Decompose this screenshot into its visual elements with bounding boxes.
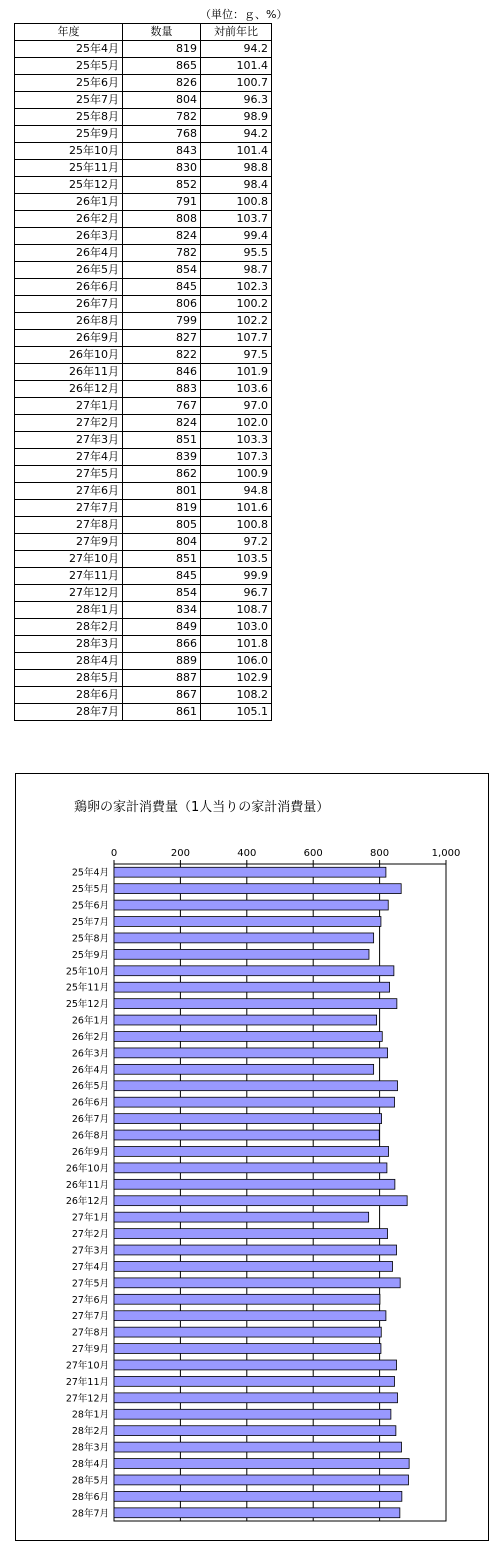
quantity-cell: 819 (123, 500, 201, 517)
year-cell: 28年1月 (15, 602, 123, 619)
category-label: 25年4月 (71, 867, 109, 879)
quantity-cell: 834 (123, 602, 201, 619)
yoy-ratio-cell: 108.7 (201, 602, 272, 619)
x-tick-label: 200 (170, 848, 190, 859)
quantity-cell: 806 (123, 296, 201, 313)
yoy-ratio-cell: 103.0 (201, 619, 272, 636)
quantity-cell: 862 (123, 466, 201, 483)
year-cell: 27年11月 (15, 568, 123, 585)
year-cell: 28年3月 (15, 636, 123, 653)
quantity-cell: 826 (123, 75, 201, 92)
bar (114, 1114, 382, 1124)
bar (114, 1064, 374, 1074)
year-cell: 26年4月 (15, 245, 123, 262)
quantity-cell: 866 (123, 636, 201, 653)
year-cell: 27年8月 (15, 517, 123, 534)
x-tick-layer (111, 848, 461, 864)
year-cell: 25年5月 (15, 58, 123, 75)
year-cell: 28年5月 (15, 670, 123, 687)
table-row (15, 330, 272, 347)
category-label: 25年7月 (71, 916, 109, 928)
category-label: 26年5月 (71, 1081, 109, 1093)
table-row (15, 432, 272, 449)
table-row (15, 143, 272, 160)
category-label: 26年1月 (71, 1015, 109, 1027)
year-cell: 27年10月 (15, 551, 123, 568)
category-label: 27年3月 (71, 1245, 109, 1257)
yoy-ratio-cell: 103.5 (201, 551, 272, 568)
year-cell: 25年4月 (15, 41, 123, 58)
table-row (15, 58, 272, 75)
category-label: 26年7月 (71, 1114, 109, 1126)
quantity-cell: 861 (123, 704, 201, 721)
table-row (15, 262, 272, 279)
bar (114, 1393, 398, 1403)
yoy-ratio-cell: 102.2 (201, 313, 272, 330)
yoy-ratio-cell: 97.2 (201, 534, 272, 551)
quantity-cell: 867 (123, 687, 201, 704)
category-label: 28年7月 (71, 1508, 109, 1520)
yoy-ratio-cell: 98.8 (201, 160, 272, 177)
yoy-ratio-cell: 97.5 (201, 347, 272, 364)
chart-title: 鶏卵の家計消費量（1人当りの家計消費量） (74, 800, 330, 815)
yoy-ratio-cell: 101.4 (201, 58, 272, 75)
year-cell: 26年3月 (15, 228, 123, 245)
year-cell: 26年7月 (15, 296, 123, 313)
table-row (15, 211, 272, 228)
year-cell: 25年10月 (15, 143, 123, 160)
category-label: 27年1月 (71, 1212, 109, 1224)
consumption-bar-chart (16, 774, 488, 1540)
quantity-cell: 824 (123, 415, 201, 432)
bar (114, 982, 390, 992)
table-row (15, 568, 272, 585)
bar (114, 1245, 397, 1255)
bar (114, 1311, 386, 1321)
table-row (15, 228, 272, 245)
category-label: 27年11月 (65, 1376, 109, 1388)
category-label: 25年11月 (65, 982, 109, 994)
quantity-cell: 852 (123, 177, 201, 194)
plot-area (114, 864, 446, 1521)
year-cell: 27年7月 (15, 500, 123, 517)
bar (114, 1196, 407, 1206)
quantity-cell: 799 (123, 313, 201, 330)
category-label: 27年5月 (71, 1278, 109, 1290)
year-cell: 28年2月 (15, 619, 123, 636)
yoy-ratio-cell: 94.8 (201, 483, 272, 500)
yoy-ratio-cell: 98.9 (201, 109, 272, 126)
category-label: 27年12月 (65, 1393, 109, 1405)
quantity-cell: 830 (123, 160, 201, 177)
year-cell: 26年1月 (15, 194, 123, 211)
bar (114, 1442, 402, 1452)
x-tick-label: 1,000 (431, 848, 461, 859)
category-label: 28年6月 (71, 1491, 109, 1503)
category-label: 27年2月 (71, 1229, 109, 1241)
quantity-cell: 889 (123, 653, 201, 670)
table-header-row (15, 24, 272, 41)
category-label: 27年8月 (71, 1327, 109, 1339)
year-cell: 28年7月 (15, 704, 123, 721)
yoy-ratio-cell: 101.9 (201, 364, 272, 381)
table-row (15, 160, 272, 177)
table-row (15, 517, 272, 534)
year-cell: 26年5月 (15, 262, 123, 279)
year-cell: 26年8月 (15, 313, 123, 330)
yoy-ratio-cell: 100.9 (201, 466, 272, 483)
bar (114, 917, 381, 927)
year-cell: 26年10月 (15, 347, 123, 364)
bar (114, 867, 386, 877)
yoy-ratio-cell: 107.3 (201, 449, 272, 466)
category-label: 27年6月 (71, 1294, 109, 1306)
yoy-ratio-cell: 102.9 (201, 670, 272, 687)
category-label: 26年4月 (71, 1064, 109, 1076)
category-label: 26年6月 (71, 1097, 109, 1109)
bar (114, 1426, 396, 1436)
category-label: 27年9月 (71, 1344, 109, 1356)
year-cell: 27年12月 (15, 585, 123, 602)
yoy-ratio-cell: 108.2 (201, 687, 272, 704)
yoy-ratio-cell: 102.0 (201, 415, 272, 432)
table-row (15, 704, 272, 721)
table-row (15, 296, 272, 313)
year-cell: 25年7月 (15, 92, 123, 109)
quantity-cell: 883 (123, 381, 201, 398)
table-row (15, 364, 272, 381)
quantity-cell: 846 (123, 364, 201, 381)
year-cell: 26年2月 (15, 211, 123, 228)
table-row (15, 41, 272, 58)
x-tick-label: 400 (237, 848, 257, 859)
category-label: 27年4月 (71, 1261, 109, 1273)
yoy-ratio-cell: 99.4 (201, 228, 272, 245)
quantity-cell: 854 (123, 585, 201, 602)
year-cell: 25年12月 (15, 177, 123, 194)
table-row (15, 109, 272, 126)
category-label: 26年8月 (71, 1130, 109, 1142)
yoy-ratio-cell: 98.4 (201, 177, 272, 194)
bar (114, 1179, 395, 1189)
quantity-cell: 819 (123, 41, 201, 58)
table-row (15, 500, 272, 517)
bar (114, 1163, 387, 1173)
year-cell: 27年1月 (15, 398, 123, 415)
bar (114, 1459, 409, 1469)
quantity-cell: 827 (123, 330, 201, 347)
grid-layer (114, 864, 446, 1521)
table-row (15, 551, 272, 568)
table-row (15, 466, 272, 483)
quantity-cell: 767 (123, 398, 201, 415)
unit-note: （単位：ｇ、%） (200, 8, 288, 21)
yoy-ratio-cell: 101.6 (201, 500, 272, 517)
quantity-cell: 865 (123, 58, 201, 75)
category-label: 28年2月 (71, 1426, 109, 1438)
year-cell: 27年4月 (15, 449, 123, 466)
yoy-ratio-cell: 95.5 (201, 245, 272, 262)
yoy-ratio-cell: 103.6 (201, 381, 272, 398)
table-row (15, 585, 272, 602)
yoy-ratio-cell: 99.9 (201, 568, 272, 585)
table-row (15, 534, 272, 551)
header-quantity: 数量 (123, 24, 201, 41)
category-label: 25年10月 (65, 966, 109, 978)
quantity-cell: 839 (123, 449, 201, 466)
category-label: 25年12月 (65, 999, 109, 1011)
bar (114, 1212, 369, 1222)
category-label: 26年12月 (65, 1196, 109, 1208)
quantity-cell: 804 (123, 92, 201, 109)
yoy-ratio-cell: 96.3 (201, 92, 272, 109)
bar (114, 1032, 382, 1042)
quantity-cell: 768 (123, 126, 201, 143)
bar (114, 884, 401, 894)
table-row (15, 92, 272, 109)
quantity-cell: 854 (123, 262, 201, 279)
table-row (15, 602, 272, 619)
quantity-cell: 805 (123, 517, 201, 534)
bar (114, 1130, 379, 1140)
category-label: 26年2月 (71, 1031, 109, 1043)
year-cell: 27年3月 (15, 432, 123, 449)
bar (114, 1376, 395, 1386)
yoy-ratio-cell: 100.8 (201, 194, 272, 211)
bar (114, 1508, 400, 1518)
yoy-ratio-cell: 106.0 (201, 653, 272, 670)
yoy-ratio-cell: 97.0 (201, 398, 272, 415)
table-row (15, 687, 272, 704)
category-label: 28年1月 (71, 1409, 109, 1421)
yoy-ratio-cell: 94.2 (201, 41, 272, 58)
yoy-ratio-cell: 103.7 (201, 211, 272, 228)
table-row (15, 279, 272, 296)
bar (114, 1081, 398, 1091)
yoy-ratio-cell: 103.3 (201, 432, 272, 449)
yoy-ratio-cell: 98.7 (201, 262, 272, 279)
category-label: 26年3月 (71, 1048, 109, 1060)
year-cell: 27年5月 (15, 466, 123, 483)
bar (114, 1147, 389, 1157)
bar (114, 1409, 391, 1419)
quantity-cell: 822 (123, 347, 201, 364)
category-label: 25年5月 (71, 884, 109, 896)
year-cell: 25年6月 (15, 75, 123, 92)
quantity-cell: 851 (123, 551, 201, 568)
yoy-ratio-cell: 100.7 (201, 75, 272, 92)
category-label-layer (66, 867, 109, 1520)
x-tick-label: 600 (303, 848, 323, 859)
bar (114, 1097, 395, 1107)
table-row (15, 75, 272, 92)
x-tick-label: 800 (370, 848, 390, 859)
table-row (15, 245, 272, 262)
table-row (15, 347, 272, 364)
bar (114, 1278, 400, 1288)
category-label: 28年5月 (71, 1475, 109, 1487)
year-cell: 28年4月 (15, 653, 123, 670)
quantity-cell: 782 (123, 245, 201, 262)
yoy-ratio-cell: 94.2 (201, 126, 272, 143)
quantity-cell: 849 (123, 619, 201, 636)
header-yoy-ratio: 対前年比 (201, 24, 272, 41)
quantity-cell: 808 (123, 211, 201, 228)
table-row (15, 483, 272, 500)
year-cell: 25年8月 (15, 109, 123, 126)
year-cell: 28年6月 (15, 687, 123, 704)
year-cell: 27年6月 (15, 483, 123, 500)
yoy-ratio-cell: 96.7 (201, 585, 272, 602)
bar (114, 1229, 388, 1239)
chart-frame (15, 773, 489, 1541)
quantity-cell: 887 (123, 670, 201, 687)
quantity-cell: 845 (123, 568, 201, 585)
category-label: 26年10月 (65, 1163, 109, 1175)
year-cell: 27年9月 (15, 534, 123, 551)
table-row (15, 619, 272, 636)
bar (114, 1491, 402, 1501)
category-label: 25年9月 (71, 949, 109, 961)
year-cell: 25年11月 (15, 160, 123, 177)
category-label: 28年3月 (71, 1442, 109, 1454)
quantity-cell: 801 (123, 483, 201, 500)
table-row (15, 670, 272, 687)
table-row (15, 398, 272, 415)
quantity-cell: 824 (123, 228, 201, 245)
bar (114, 1327, 381, 1337)
table-row (15, 415, 272, 432)
bar (114, 1360, 397, 1370)
year-cell: 26年11月 (15, 364, 123, 381)
quantity-cell: 791 (123, 194, 201, 211)
category-label: 25年6月 (71, 900, 109, 912)
yoy-ratio-cell: 105.1 (201, 704, 272, 721)
bar (114, 1475, 408, 1485)
yoy-ratio-cell: 100.2 (201, 296, 272, 313)
table-row (15, 194, 272, 211)
table-row (15, 381, 272, 398)
year-cell: 25年9月 (15, 126, 123, 143)
bar (114, 966, 394, 976)
bar (114, 933, 374, 943)
table-row (15, 126, 272, 143)
bar (114, 1015, 377, 1025)
yoy-ratio-cell: 101.4 (201, 143, 272, 160)
quantity-cell: 782 (123, 109, 201, 126)
table-row (15, 313, 272, 330)
bar (114, 999, 397, 1009)
category-label: 25年8月 (71, 933, 109, 945)
yoy-ratio-cell: 107.7 (201, 330, 272, 347)
bar (114, 1048, 388, 1058)
year-cell: 26年6月 (15, 279, 123, 296)
yoy-ratio-cell: 100.8 (201, 517, 272, 534)
x-tick-label: 0 (110, 848, 118, 859)
year-cell: 26年12月 (15, 381, 123, 398)
bar (114, 949, 369, 959)
bar (114, 900, 388, 910)
yoy-ratio-cell: 102.3 (201, 279, 272, 296)
table-row (15, 653, 272, 670)
quantity-cell: 843 (123, 143, 201, 160)
table-row (15, 636, 272, 653)
bar (114, 1294, 380, 1304)
yoy-ratio-cell: 101.8 (201, 636, 272, 653)
category-label: 27年7月 (71, 1311, 109, 1323)
header-year: 年度 (15, 24, 123, 41)
table-row (15, 449, 272, 466)
category-label: 26年9月 (71, 1146, 109, 1158)
category-label: 28年4月 (71, 1459, 109, 1471)
year-cell: 26年9月 (15, 330, 123, 347)
quantity-cell: 804 (123, 534, 201, 551)
consumption-table (14, 23, 272, 721)
table-row (15, 177, 272, 194)
year-cell: 27年2月 (15, 415, 123, 432)
category-label: 26年11月 (65, 1179, 109, 1191)
category-label: 27年10月 (65, 1360, 109, 1372)
bar (114, 1261, 393, 1271)
bar (114, 1344, 381, 1354)
quantity-cell: 851 (123, 432, 201, 449)
quantity-cell: 845 (123, 279, 201, 296)
